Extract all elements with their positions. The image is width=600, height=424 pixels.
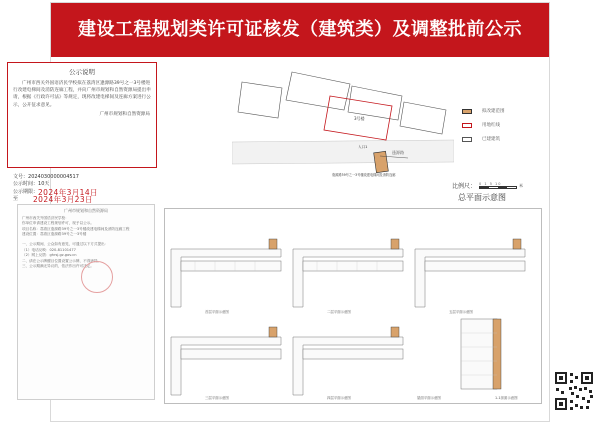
legend-item	[462, 122, 532, 128]
doc-line: 建设位置：荔湾区逢源路39号之一3号楼	[22, 232, 87, 237]
plan-caption: 二层平面示意图	[327, 310, 351, 314]
floor-plan	[293, 249, 403, 307]
legend-swatch	[462, 123, 472, 128]
period-label: 公示时间：	[13, 181, 39, 188]
floor-plan	[181, 349, 281, 359]
page-title: 建设工程规划类许可证核发（建筑类）及调整批前公示	[51, 3, 549, 57]
legend-item	[462, 108, 532, 114]
legend-label: 拟改建范围	[482, 109, 505, 114]
doc-no: 2024030000004517	[28, 174, 79, 180]
floor-plan	[171, 249, 281, 307]
doc-line: （2）网上反馈：ghrsj.gz.gov.cn	[22, 253, 77, 258]
floor-plan	[303, 261, 403, 271]
legend-label: 已建建筑	[482, 137, 500, 142]
qr-code-icon[interactable]	[553, 370, 595, 412]
plan-caption: 屋面平面示意图	[417, 396, 441, 400]
road-label: 逢源路	[392, 150, 404, 155]
existing-building	[238, 82, 282, 118]
floor-plans	[164, 208, 542, 404]
notice-signature: 广州市规划和自然资源局	[99, 111, 150, 117]
legend-swatch	[462, 137, 472, 142]
official-seal	[81, 261, 113, 293]
end-date: 2024年3月23日	[33, 195, 93, 205]
notice-body: 广州市西关外国语济民学校拟在荔湾区逢源路39号之一3号楼进行改建电梯间及消防连廊工程，并向广州市规划和自然资源局提出申请，根据《行政许可法》等规定，现将改建电梯间及连廊方案进行公示，公开征求意见。	[13, 81, 151, 108]
plan-caption: 三层平面示意图	[205, 396, 229, 400]
plan-caption: 首层平面示意图	[205, 310, 229, 314]
alteration-mark	[269, 239, 277, 249]
legend-swatch	[462, 109, 472, 114]
alteration-area	[374, 151, 389, 172]
notice-panel	[7, 62, 157, 168]
legend-item	[462, 136, 532, 142]
alteration-mark	[513, 239, 521, 249]
legend	[462, 108, 532, 150]
start-date: 2024年3月14日	[38, 187, 98, 197]
site-plan-title: 总平面示意图	[458, 193, 506, 202]
entrance-label: 入口1	[358, 145, 368, 149]
legend-label: 用地红线	[482, 123, 500, 128]
floor-plan	[181, 261, 281, 271]
building-label: 3号楼	[354, 116, 365, 121]
notice-meta	[13, 174, 98, 204]
date-sep: 至	[13, 196, 19, 203]
floor-plan	[293, 337, 403, 395]
site-plan	[232, 62, 454, 182]
scale-bar	[452, 181, 523, 190]
alteration-mark	[391, 327, 399, 337]
date-range-label: 公示期限：	[13, 188, 39, 195]
scale-rule	[479, 182, 517, 189]
floor-plan	[171, 337, 281, 395]
alteration-mark	[269, 327, 277, 337]
doc-line: 三、公示期满无异议的，依法作出许可决定。	[22, 264, 94, 269]
plan-caption: 五层平面示意图	[449, 310, 473, 314]
alteration-mark	[493, 319, 501, 389]
notice-title: 公示说明	[69, 68, 95, 76]
section-drawing	[461, 319, 497, 389]
doc-line: 一、公示期间，公众如有意见，可通过以下方式提出：	[22, 241, 109, 246]
doc-line: 项目名称：荔湾区逢源路39号之一3号楼改建电梯间及消防连廊工程	[22, 226, 130, 231]
scale-label: 比例尺：	[452, 183, 477, 190]
permit-document	[17, 204, 155, 400]
plan-caption: 四层平面示意图	[327, 396, 351, 400]
floor-plan	[303, 349, 403, 359]
scale-ticks: 0 1 5 10	[479, 182, 502, 186]
project-label: 逢源路39号之一3号楼改建电梯间及消防连廊	[332, 173, 396, 177]
doc-line: 二、请在公示牌醒目位置设置公示牌，不得遮挡。	[22, 258, 102, 263]
period-value: 10天	[38, 181, 50, 188]
doc-line: 你单位申请建设工程规划许可，现予以公示。	[22, 221, 94, 226]
scale-graphic	[479, 186, 517, 189]
floor-plan	[425, 261, 525, 271]
site-road	[232, 140, 454, 164]
alteration-mark	[391, 239, 399, 249]
plan-caption: 1-1剖面示意图	[495, 396, 518, 400]
doc-no-label: 文号：	[13, 174, 29, 180]
floor-plan-drawing	[165, 209, 541, 403]
doc-heading: 广州市规划和自然资源局	[64, 208, 108, 213]
scale-unit: 米	[519, 182, 524, 188]
existing-building	[286, 72, 350, 110]
doc-to-line: 广州市西关外国语济民学校：	[22, 215, 69, 220]
existing-building	[400, 102, 446, 134]
doc-line: （1）电话反映：020-81101477	[22, 247, 76, 252]
floor-plan	[415, 249, 525, 307]
